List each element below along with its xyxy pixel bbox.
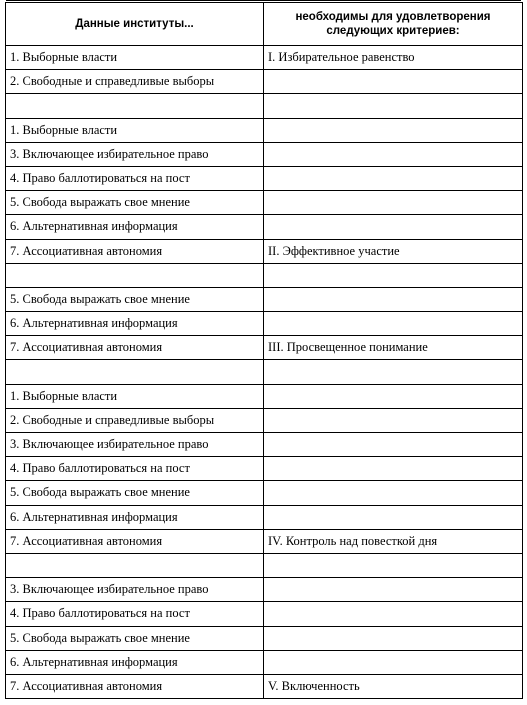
institution-cell bbox=[6, 94, 264, 118]
institution-cell: 5. Свобода выражать свое мнение bbox=[6, 287, 264, 311]
criterion-cell: V. Включенность bbox=[264, 674, 523, 698]
table-row bbox=[6, 312, 523, 336]
institution-cell: 6. Альтернативная информация bbox=[6, 650, 264, 674]
criterion-cell bbox=[264, 481, 523, 505]
criterion-cell bbox=[264, 191, 523, 215]
institution-cell: 3. Включающее избирательное право bbox=[6, 578, 264, 602]
institution-cell bbox=[6, 263, 264, 287]
table-body bbox=[6, 46, 523, 699]
criterion-cell bbox=[264, 287, 523, 311]
criterion-cell bbox=[264, 650, 523, 674]
institution-cell: 6. Альтернативная информация bbox=[6, 312, 264, 336]
table-row bbox=[6, 505, 523, 529]
criterion-cell bbox=[264, 312, 523, 336]
table-row bbox=[6, 287, 523, 311]
institution-cell: 7. Ассоциативная автономия bbox=[6, 674, 264, 698]
institution-cell: 1. Выборные власти bbox=[6, 46, 264, 70]
institution-cell: 2. Свободные и справедливые выборы bbox=[6, 70, 264, 94]
criterion-cell bbox=[264, 142, 523, 166]
table-row bbox=[6, 166, 523, 190]
table-row bbox=[6, 602, 523, 626]
criterion-cell: I. Избирательное равенство bbox=[264, 46, 523, 70]
table-row bbox=[6, 46, 523, 70]
criterion-cell: II. Эффективное участие bbox=[264, 239, 523, 263]
criterion-cell bbox=[264, 118, 523, 142]
criterion-cell: III. Просвещенное понимание bbox=[264, 336, 523, 360]
criterion-cell bbox=[264, 457, 523, 481]
table-row bbox=[6, 408, 523, 432]
table-row bbox=[6, 674, 523, 698]
institution-cell: 5. Свобода выражать свое мнение bbox=[6, 626, 264, 650]
table-row bbox=[6, 191, 523, 215]
criterion-cell bbox=[264, 626, 523, 650]
criterion-cell bbox=[264, 70, 523, 94]
criterion-cell: IV. Контроль над повесткой дня bbox=[264, 529, 523, 553]
institution-cell: 5. Свобода выражать свое мнение bbox=[6, 481, 264, 505]
criterion-cell bbox=[264, 578, 523, 602]
table-row bbox=[6, 578, 523, 602]
institution-cell: 6. Альтернативная информация bbox=[6, 215, 264, 239]
table-row bbox=[6, 553, 523, 577]
institution-cell: 7. Ассоциативная автономия bbox=[6, 529, 264, 553]
table-row bbox=[6, 360, 523, 384]
institution-cell: 1. Выборные власти bbox=[6, 384, 264, 408]
table-row bbox=[6, 384, 523, 408]
institution-cell bbox=[6, 553, 264, 577]
table-row bbox=[6, 336, 523, 360]
header-institutions: Данные институты... bbox=[6, 3, 264, 46]
institution-cell: 4. Право баллотироваться на пост bbox=[6, 457, 264, 481]
table-row bbox=[6, 650, 523, 674]
criterion-cell bbox=[264, 505, 523, 529]
institution-cell: 6. Альтернативная информация bbox=[6, 505, 264, 529]
institution-cell: 1. Выборные власти bbox=[6, 118, 264, 142]
criterion-cell bbox=[264, 433, 523, 457]
table-row bbox=[6, 433, 523, 457]
institution-cell: 2. Свободные и справедливые выборы bbox=[6, 408, 264, 432]
institution-cell: 3. Включающее избирательное право bbox=[6, 433, 264, 457]
table-row bbox=[6, 239, 523, 263]
header-criteria: необходимы для удовлетворения следующих критериев: bbox=[264, 3, 523, 46]
criterion-cell bbox=[264, 166, 523, 190]
table-row bbox=[6, 215, 523, 239]
criterion-cell bbox=[264, 384, 523, 408]
criterion-cell bbox=[264, 553, 523, 577]
institution-cell: 3. Включающее избирательное право bbox=[6, 142, 264, 166]
table-row bbox=[6, 94, 523, 118]
institution-cell: 4. Право баллотироваться на пост bbox=[6, 602, 264, 626]
table-row bbox=[6, 626, 523, 650]
criterion-cell bbox=[264, 408, 523, 432]
table-row bbox=[6, 263, 523, 287]
institution-cell: 5. Свобода выражать свое мнение bbox=[6, 191, 264, 215]
table-row bbox=[6, 70, 523, 94]
institution-cell: 7. Ассоциативная автономия bbox=[6, 336, 264, 360]
institution-cell bbox=[6, 360, 264, 384]
criterion-cell bbox=[264, 215, 523, 239]
criterion-cell bbox=[264, 360, 523, 384]
institutions-criteria-table bbox=[5, 2, 523, 699]
table-row bbox=[6, 142, 523, 166]
criterion-cell bbox=[264, 263, 523, 287]
table-row bbox=[6, 118, 523, 142]
institution-cell: 4. Право баллотироваться на пост bbox=[6, 166, 264, 190]
criterion-cell bbox=[264, 94, 523, 118]
table-row bbox=[6, 529, 523, 553]
table-row bbox=[6, 481, 523, 505]
institution-cell: 7. Ассоциативная автономия bbox=[6, 239, 264, 263]
table-header-row bbox=[6, 3, 523, 46]
table-row bbox=[6, 457, 523, 481]
criterion-cell bbox=[264, 602, 523, 626]
